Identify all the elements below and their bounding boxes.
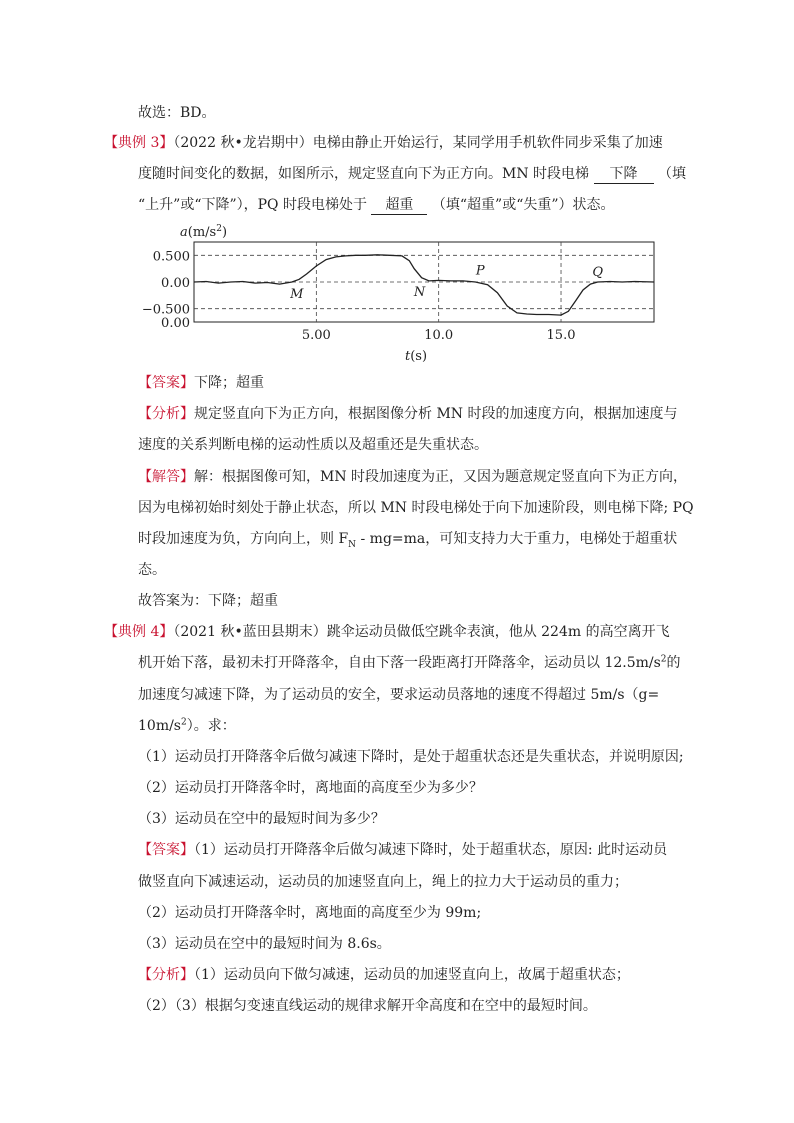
example-4-text-2a: 机开始下落，最初未打开降落伞，自由下落一段距离打开降落伞，运动员以 12.5m/s [138,655,661,671]
solution-3-tag: 【解答】 [138,469,194,485]
answer-3-text: 下降；超重 [194,375,264,391]
example-4-text-2b: 的 [666,655,681,671]
example-3-text-2b: （填 [657,166,686,182]
answer-4-line-2: 做竖直向下减速运动，运动员的加速竖直向上，绳上的拉力大于运动员的重力； [138,874,628,890]
x-tick-label: 15.0 [546,328,576,343]
y-tick-label: 0.00 [161,316,190,331]
final-answer-3: 故答案为：下降；超重 [138,593,278,609]
example-4-line-2 [138,654,681,672]
example-3-line-1 [104,134,663,152]
question-3: （3）运动员在空中的最短时间为多少？ [138,811,385,827]
previous-answer: 故选：BD。 [138,105,216,121]
example-4-line-4 [138,717,236,735]
solution-3-text-1: 解：根据图像可知，MN 时段加速度为正，又因为题意规定竖直向下为正方向， [194,469,688,485]
y-axis-label: $a(m/s^2)$ [180,224,228,240]
solution-3-line-3 [138,530,677,548]
example-3-text-3b: （填“超重”或“失重”）状态。 [431,197,615,213]
point-label-n: N [413,285,426,300]
answer-4-line-4: （3）运动员在空中的最短时间为 8.6s。 [138,936,391,952]
answer-4-tag: 【答案】 [138,842,194,858]
example-4-tag: 【典例 4】 [104,624,174,640]
analysis-4-text-1: （1）运动员向下做匀减速，运动员的加速竖直向上，故属于超重状态； [194,967,630,983]
solution-3-line-4: 态。 [138,562,166,578]
example-4-text-4a: 10m/s [138,718,181,734]
blank-2: 超重 [371,196,427,215]
y-tick-label: 0.00 [161,276,190,291]
solution-3-text-3b: - mg=ma，可知支持力大于重力，电梯处于超重状 [356,531,678,547]
analysis-3-tag: 【分析】 [138,406,194,422]
solution-3-line-1 [138,468,687,486]
answer-3-line [138,374,264,392]
analysis-3-line-2: 速度的关系判断电梯的运动性质以及超重还是失重状态。 [138,437,488,453]
analysis-4-line-1 [138,966,630,984]
y-tick-label: 0.500 [152,249,190,265]
example-4-line-3: 加速度匀减速下降，为了运动员的安全，要求运动员落地的速度不得超过 5m/s（g= [138,687,660,703]
question-2: （2）运动员打开降落伞时，离地面的高度至少为多少？ [138,780,483,796]
example-4-line-1 [104,623,670,641]
example-4-sup-1: 2 [660,654,667,665]
plot-frame [194,242,654,322]
answer-3-tag: 【答案】 [138,375,194,391]
solution-3-line-2: 因为电梯初始时刻处于静止状态，所以 MN 时段电梯处于向下加速阶段，则电梯下降; PQ [138,500,694,516]
x-tick-label: 5.00 [301,328,331,343]
x-tick-label: 10.0 [424,328,454,343]
example-3-text-1: （2022 秋•龙岩期中）电梯由静止开始运行，某同学用手机软件同步采集了加速 [173,135,663,151]
example-3-text-3a: “上升”或“下降”），PQ 时段电梯处于 [138,197,367,213]
y-tick-label: −0.500 [141,302,190,318]
analysis-4-tag: 【分析】 [138,967,194,983]
analysis-3-text-1: 规定竖直向下为正方向，根据图像分析 MN 时段的加速度方向，根据加速度与 [194,406,678,422]
answer-4-text-1: （1）运动员打开降落伞后做匀减速下降时，处于超重状态，原因: 此时运动员 [194,842,668,858]
example-4-text-4b: ）。求： [186,718,236,734]
point-label-q: Q [592,265,604,280]
answer-4-line-3: （2）运动员打开降落伞时，离地面的高度至少为 99m; [138,905,482,921]
example-3-text-2a: 度随时间变化的数据，如图所示，规定竖直向下为正方向。MN 时段电梯 [138,166,590,182]
point-label-m: M [290,287,304,302]
question-1: （1）运动员打开降落伞后做匀减速下降时，是处于超重状态还是失重状态，并说明原因; [138,749,684,765]
example-3-line-3 [138,196,615,215]
solution-3-sub: N [348,539,357,550]
analysis-3-line-1 [138,405,677,423]
example-4-text-1: （2021 秋•蓝田县期末）跳伞运动员做低空跳伞表演，他从 224m 的高空离开飞 [173,624,670,640]
solution-3-text-3a: 时段加速度为负，方向向上，则 F [138,531,349,547]
answer-4-line-1 [138,841,667,859]
example-3-line-2 [138,165,686,184]
point-label-p: P [475,263,485,279]
acceleration-chart [141,222,670,372]
example-4-sup-2: 2 [181,717,187,728]
analysis-4-line-2: （2）（3）根据匀变速直线运动的规律求解开伞高度和在空中的最短时间。 [138,998,597,1014]
example-3-tag: 【典例 3】 [104,135,174,151]
blank-1: 下降 [594,165,654,184]
x-axis-label: t(s) [404,349,428,364]
